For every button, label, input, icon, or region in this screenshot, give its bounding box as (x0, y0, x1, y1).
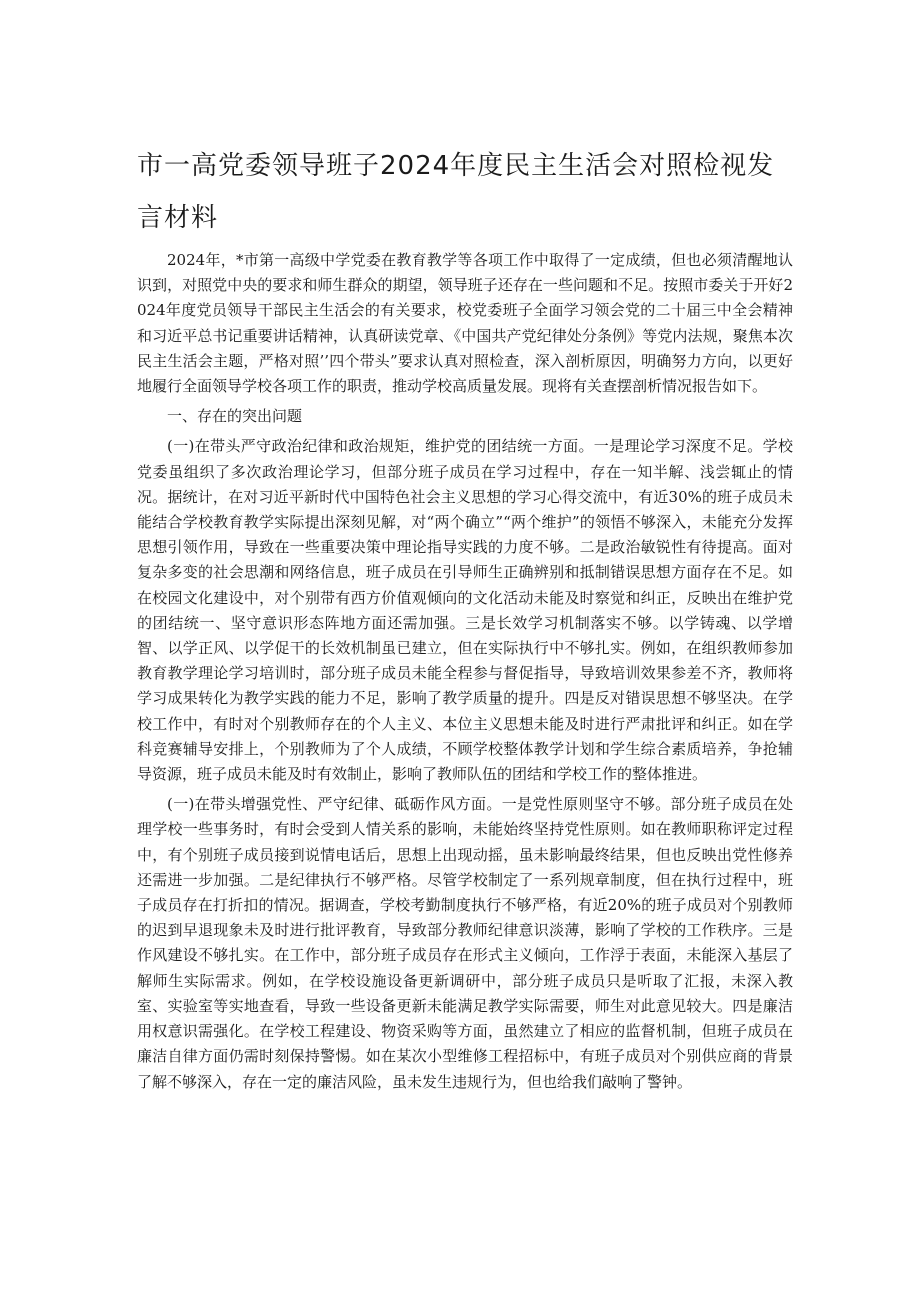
paragraph-party-spirit: (一)在带头增强党性、严守纪律、砥砺作风方面。一是党性原则坚守不够。部分班子成员在处理学校一些事务时，有时会受到人情关系的影响，未能始终坚持党性原则。如在教师职称评定过程中，有个别班子成员接到说情电话后，思想上出现动摇，虽未影响最终结果，但也反映出党性修养还需进一步加强。二是纪律执行不够严格。尽管学校制定了一系列规章制度，但在执行过程中，班子成员存在打折扣的情况。据调查，学校考勤制度执行不够严格，有近20%的班子成员对个别教师的迟到早退现象未及时进行批评教育，导致部分教师纪律意识淡薄，影响了学校的工作秩序。三是作风建设不够扎实。在工作中，部分班子成员存在形式主义倾向，工作浮于表面，未能深入基层了解师生实际需求。例如，在学校设施设备更新调研中，部分班子成员只是听取了汇报，未深入教室、实验室等实地查看，导致一些设备更新未能满足教学实际需要，师生对此意见较大。四是廉洁用权意识需强化。在学校工程建设、物资采购等方面，虽然建立了相应的监督机制，但班子成员在廉洁自律方面仍需时刻保持警惕。如在某次小型维修工程招标中，有班子成员对个别供应商的背景了解不够深入，存在一定的廉洁风险，虽未发生违规行为，但也给我们敲响了警钟。 (137, 795, 793, 1091)
section-heading: 一、存在的突出问题 (167, 407, 303, 426)
document-title: 市一高党委领导班子2024年度民主生活会对照检视发言材料 (137, 151, 775, 233)
document-body (137, 248, 793, 1095)
intro-paragraph: 2024年，*市第一高级中学党委在教育教学等各项工作中取得了一定成绩，但也必须清醒地认识到，对照党中央的要求和师生群众的期望，领导班子还存在一些问题和不足。按照市委关于开好2024年度党员领导干部民主生活会的有关要求，校党委班子全面学习领会党的二十届三中全会精神和习近平总书记重要讲话精神，认真研读党章、《中国共产党纪律处分条例》等党内法规，聚焦本次民主生活会主题，严格对照’’四个带头”要求认真对照检查，深入剖析原因，明确努力方向，以更好地履行全面领导学校各项工作的职责，推动学校高质量发展。现将有关查摆剖析情况报告如下。 (137, 251, 793, 396)
paragraph-political-discipline: (一)在带头严守政治纪律和政治规矩，维护党的团结统一方面。一是理论学习深度不足。学校党委虽组织了多次政治理论学习，但部分班子成员在学习过程中，存在一知半解、浅尝辄止的情况。据统计，在对习近平新时代中国特色社会主义思想的学习心得交流中，有近30%的班子成员未能结合学校教育教学实际提出深刻见解，对“两个确立”“两个维护”的领悟不够深入，未能充分发挥思想引领作用，导致在一些重要决策中理论指导实践的力度不够。二是政治敏锐性有待提高。面对复杂多变的社会思潮和网络信息，班子成员在引导师生正确辨别和抵制错误思想方面存在不足。如在校园文化建设中，对个别带有西方价值观倾向的文化活动未能及时察觉和纠正，反映出在维护党的团结统一、坚守意识形态阵地方面还需加强。三是长效学习机制落实不够。以学铸魂、以学增智、以学正风、以学促干的长效机制虽已建立，但在实际执行中不够扎实。例如，在组织教师参加教育教学理论学习培训时，部分班子成员未能全程参与督促指导，导致培训效果参差不齐，教师将学习成果转化为教学实践的能力不足，影响了教学质量的提升。四是反对错误思想不够坚决。在学校工作中，有时对个别教师存在的个人主义、本位主义思想未能及时进行严肃批评和纠正。如在学科竞赛辅导安排上，个别教师为了个人成绩，不顾学校整体教学计划和学生综合素质培养，争抢辅导资源，班子成员未能及时有效制止，影响了教师队伍的团结和学校工作的整体推进。 (137, 437, 793, 784)
